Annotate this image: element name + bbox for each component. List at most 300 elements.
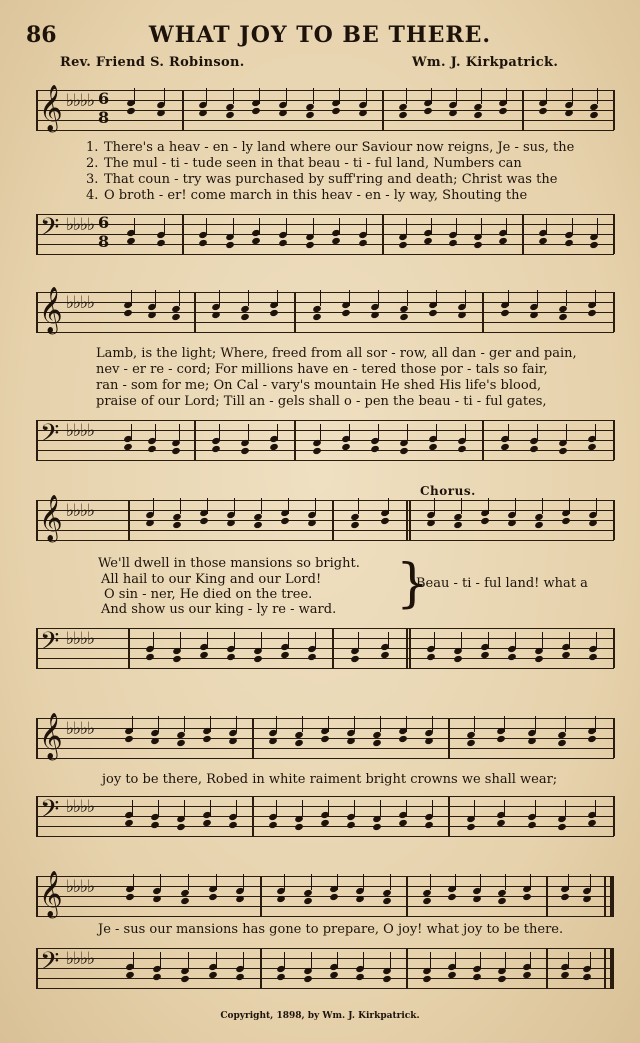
notehead <box>253 647 263 655</box>
notehead <box>372 815 382 823</box>
note-stem <box>595 716 596 732</box>
note-stem <box>188 952 189 968</box>
notehead <box>269 309 279 317</box>
note-stem <box>276 800 277 816</box>
note-stem <box>542 498 543 514</box>
notehead <box>202 735 212 743</box>
notehead <box>341 309 351 317</box>
notehead <box>235 895 245 903</box>
note-stem <box>188 874 189 890</box>
note-stem <box>380 800 381 816</box>
notehead <box>497 897 507 905</box>
notehead <box>305 241 315 249</box>
note-stem <box>465 424 466 440</box>
notehead <box>171 439 181 447</box>
treble-clef-icon: 𝄞 <box>39 287 63 333</box>
notehead <box>305 111 315 119</box>
note-stem <box>363 874 364 890</box>
note-stem <box>569 498 570 514</box>
treble-clef-icon: 𝄞 <box>39 871 63 917</box>
notehead <box>125 893 135 901</box>
note-stem <box>530 874 531 890</box>
notehead <box>382 975 392 983</box>
lyric-line: joy to be there, Robed in white raiment bright crowns we shall wear; <box>102 772 558 787</box>
notehead <box>480 517 490 525</box>
notehead <box>145 653 155 661</box>
notehead <box>225 111 235 119</box>
note-stem <box>474 800 475 816</box>
notehead <box>346 821 356 829</box>
notehead <box>180 967 190 975</box>
bass-staff <box>36 948 614 988</box>
notehead <box>278 239 288 247</box>
note-stem <box>219 424 220 440</box>
key-signature: ♭♭♭♭ <box>66 501 95 521</box>
notehead <box>228 737 238 745</box>
note-stem <box>210 716 211 732</box>
note-stem <box>207 632 208 648</box>
note-stem <box>504 716 505 732</box>
notehead <box>331 107 341 115</box>
note-stem <box>388 632 389 648</box>
note-stem <box>597 218 598 234</box>
notehead <box>473 233 483 241</box>
note-stem <box>243 952 244 968</box>
note-stem <box>505 952 506 968</box>
chorus-lyric: Beau - ti - ful land! what a <box>416 576 588 591</box>
note-stem <box>277 290 278 306</box>
key-signature: ♭♭♭♭ <box>66 797 95 817</box>
notehead <box>176 739 186 747</box>
lyric-line: nev - er re - cord; For millions have en - tered those por - tals so fair, <box>96 362 548 377</box>
note-stem <box>530 952 531 968</box>
note-stem <box>480 952 481 968</box>
treble-clef-icon: 𝄞 <box>39 85 63 131</box>
note-stem <box>320 290 321 306</box>
note-stem <box>366 88 367 104</box>
key-signature: ♭♭♭♭ <box>66 719 95 739</box>
lyric-line: That coun - try was purchased by suff'ring and death; Christ was the <box>104 172 558 187</box>
note-stem <box>276 716 277 732</box>
note-stem <box>596 632 597 648</box>
note-stem <box>481 218 482 234</box>
note-stem <box>248 290 249 306</box>
notehead <box>253 655 263 663</box>
notehead <box>171 447 181 455</box>
notehead <box>398 241 408 249</box>
notehead <box>561 517 571 525</box>
note-stem <box>328 800 329 816</box>
bass-staff <box>36 420 614 460</box>
note-stem <box>506 218 507 234</box>
note-stem <box>207 498 208 514</box>
note-stem <box>164 218 165 234</box>
notehead <box>276 973 286 981</box>
notehead <box>422 897 432 905</box>
note-stem <box>132 800 133 816</box>
note-stem <box>184 800 185 816</box>
note-stem <box>474 716 475 732</box>
lyric-line: The mul - ti - tude seen in that beau - ti - ful land, Numbers can <box>104 156 522 171</box>
note-stem <box>261 498 262 514</box>
notehead <box>240 447 250 455</box>
chorus-label: Chorus. <box>420 484 476 498</box>
note-stem <box>406 716 407 732</box>
notehead <box>382 897 392 905</box>
note-stem <box>302 716 303 732</box>
notehead <box>198 239 208 247</box>
notehead <box>303 975 313 983</box>
notehead <box>172 647 182 655</box>
note-stem <box>434 632 435 648</box>
note-stem <box>390 874 391 890</box>
notehead <box>557 815 567 823</box>
note-stem <box>595 290 596 306</box>
notehead <box>370 445 380 453</box>
key-signature: ♭♭♭♭ <box>66 629 95 649</box>
note-stem <box>349 424 350 440</box>
notehead <box>558 313 568 321</box>
notehead <box>523 893 533 901</box>
note-stem <box>596 498 597 514</box>
notehead <box>499 107 509 115</box>
notehead <box>558 447 568 455</box>
notehead <box>176 823 186 831</box>
note-stem <box>288 498 289 514</box>
notehead <box>176 815 186 823</box>
note-stem <box>134 88 135 104</box>
note-stem <box>180 632 181 648</box>
notehead <box>448 109 458 117</box>
notehead <box>308 653 318 661</box>
notehead <box>150 821 160 829</box>
notehead <box>235 973 245 981</box>
notehead <box>399 313 409 321</box>
note-stem <box>219 290 220 306</box>
note-stem <box>565 800 566 816</box>
notehead <box>466 823 476 831</box>
notehead <box>123 309 133 317</box>
note-stem <box>206 88 207 104</box>
notehead <box>225 241 235 249</box>
note-stem <box>378 424 379 440</box>
notehead <box>423 107 433 115</box>
notehead <box>589 653 599 661</box>
note-stem <box>179 290 180 306</box>
note-stem <box>569 632 570 648</box>
note-stem <box>380 716 381 732</box>
treble-clef-icon: 𝄞 <box>39 495 63 541</box>
notehead <box>156 109 166 117</box>
note-stem <box>506 88 507 104</box>
note-stem <box>407 290 408 306</box>
notehead <box>382 967 392 975</box>
note-stem <box>488 498 489 514</box>
notehead <box>527 821 537 829</box>
bass-clef-icon: 𝄢 <box>40 213 60 248</box>
note-stem <box>233 218 234 234</box>
treble-staff <box>36 871 614 917</box>
note-stem <box>311 874 312 890</box>
note-stem <box>328 716 329 732</box>
note-stem <box>568 952 569 968</box>
note-stem <box>236 800 237 816</box>
note-stem <box>432 716 433 732</box>
time-signature: 6 8 <box>98 213 110 251</box>
note-stem <box>434 498 435 514</box>
notehead <box>582 895 592 903</box>
note-stem <box>535 716 536 732</box>
notehead <box>358 109 368 117</box>
note-stem <box>407 424 408 440</box>
note-stem <box>337 952 338 968</box>
note-stem <box>406 218 407 234</box>
notehead <box>398 111 408 119</box>
note-stem <box>508 290 509 306</box>
note-stem <box>590 952 591 968</box>
bass-clef-icon: 𝄢 <box>40 947 60 982</box>
notehead <box>589 233 599 241</box>
notehead <box>156 239 166 247</box>
notehead <box>253 521 263 529</box>
notehead <box>507 519 517 527</box>
note-stem <box>133 874 134 890</box>
notehead <box>372 739 382 747</box>
note-stem <box>546 218 547 234</box>
note-stem <box>461 498 462 514</box>
key-signature: ♭♭♭♭ <box>66 91 95 111</box>
note-stem <box>236 716 237 732</box>
bass-staff <box>36 796 614 836</box>
notehead <box>312 313 322 321</box>
notehead <box>426 653 436 661</box>
lyric-line: Je - sus our mansions has gone to prepare, O joy! what joy to be there. <box>98 922 564 937</box>
note-stem <box>153 632 154 648</box>
notehead <box>312 447 322 455</box>
key-signature: ♭♭♭♭ <box>66 215 95 235</box>
verse-number: 2. <box>86 156 99 171</box>
notehead <box>346 737 356 745</box>
notehead <box>372 823 382 831</box>
notehead <box>226 519 236 527</box>
note-stem <box>184 716 185 732</box>
notehead <box>294 823 304 831</box>
time-signature: 6 8 <box>98 89 110 127</box>
note-stem <box>302 800 303 816</box>
bass-staff <box>36 214 614 254</box>
notehead <box>564 239 574 247</box>
notehead <box>147 311 157 319</box>
notehead <box>226 653 236 661</box>
note-stem <box>455 952 456 968</box>
notehead <box>303 897 313 905</box>
notehead <box>497 967 507 975</box>
note-stem <box>504 800 505 816</box>
notehead <box>268 737 278 745</box>
notehead <box>589 111 599 119</box>
notehead <box>358 239 368 247</box>
key-signature: ♭♭♭♭ <box>66 877 95 897</box>
notehead <box>172 655 182 663</box>
note-stem <box>155 290 156 306</box>
note-stem <box>537 290 538 306</box>
note-stem <box>566 290 567 306</box>
note-stem <box>311 952 312 968</box>
note-stem <box>233 88 234 104</box>
verse-number: 1. <box>86 140 99 155</box>
note-stem <box>358 632 359 648</box>
composer-credit: Wm. J. Kirkpatrick. <box>412 55 559 70</box>
note-stem <box>508 424 509 440</box>
notehead <box>398 735 408 743</box>
treble-staff <box>36 495 614 541</box>
notehead <box>587 735 597 743</box>
note-stem <box>366 218 367 234</box>
lyricist-credit: Rev. Friend S. Robinson. <box>60 55 245 70</box>
note-stem <box>481 88 482 104</box>
notehead <box>560 893 570 901</box>
note-stem <box>216 874 217 890</box>
note-stem <box>234 498 235 514</box>
note-stem <box>320 424 321 440</box>
note-stem <box>210 800 211 816</box>
notehead <box>557 823 567 831</box>
lyric-line: We'll dwell in those mansions so bright. <box>98 556 360 571</box>
note-stem <box>542 632 543 648</box>
note-stem <box>277 424 278 440</box>
note-stem <box>354 800 355 816</box>
notehead <box>428 309 438 317</box>
note-stem <box>406 800 407 816</box>
notehead <box>507 653 517 661</box>
note-stem <box>243 874 244 890</box>
notehead <box>424 737 434 745</box>
note-stem <box>358 498 359 514</box>
note-stem <box>590 874 591 890</box>
note-stem <box>431 88 432 104</box>
note-stem <box>568 874 569 890</box>
note-stem <box>261 632 262 648</box>
bass-clef-icon: 𝄢 <box>40 795 60 830</box>
notehead <box>529 311 539 319</box>
notehead <box>350 521 360 529</box>
lyric-line: All hail to our King and our Lord! <box>101 572 322 587</box>
note-stem <box>480 874 481 890</box>
note-stem <box>390 952 391 968</box>
notehead <box>171 313 181 321</box>
note-stem <box>354 716 355 732</box>
notehead <box>497 975 507 983</box>
note-stem <box>133 952 134 968</box>
note-stem <box>337 874 338 890</box>
lyric-line: Lamb, is the light; Where, freed from all sor - row, all dan - ger and pain, <box>96 346 577 361</box>
key-signature: ♭♭♭♭ <box>66 949 95 969</box>
note-stem <box>597 88 598 104</box>
notehead <box>280 517 290 525</box>
key-signature: ♭♭♭♭ <box>66 421 95 441</box>
lyric-line: There's a heav - en - ly land where our Saviour now reigns, Je - sus, the <box>104 140 575 155</box>
verse-number: 4. <box>86 188 99 203</box>
note-stem <box>515 632 516 648</box>
notehead <box>497 735 507 743</box>
bass-staff <box>36 628 614 668</box>
lyric-line: O sin - ner, He died on the tree. <box>104 587 313 602</box>
notehead <box>150 737 160 745</box>
note-stem <box>131 290 132 306</box>
note-stem <box>535 800 536 816</box>
key-signature: ♭♭♭♭ <box>66 293 95 313</box>
note-stem <box>160 874 161 890</box>
note-stem <box>259 218 260 234</box>
notehead <box>147 445 157 453</box>
notehead <box>472 895 482 903</box>
notehead <box>589 241 599 249</box>
note-stem <box>132 716 133 732</box>
notehead <box>294 739 304 747</box>
note-stem <box>158 716 159 732</box>
verse-brace: } <box>396 554 430 614</box>
notehead <box>538 107 548 115</box>
notehead <box>240 439 250 447</box>
notehead <box>208 893 218 901</box>
notehead <box>534 521 544 529</box>
note-stem <box>363 952 364 968</box>
note-stem <box>248 424 249 440</box>
notehead <box>172 521 182 529</box>
note-stem <box>537 424 538 440</box>
note-stem <box>565 716 566 732</box>
notehead <box>534 647 544 655</box>
copyright-notice: Copyright, 1898, by Wm. J. Kirkpatrick. <box>220 1011 420 1021</box>
treble-staff <box>36 713 614 759</box>
lyric-line: O broth - er! come march in this heav - en - ly way, Shouting the <box>104 188 528 203</box>
notehead <box>453 647 463 655</box>
note-stem <box>572 218 573 234</box>
note-stem <box>388 498 389 514</box>
notehead <box>350 647 360 655</box>
note-stem <box>349 290 350 306</box>
page-number: 86 <box>26 22 57 48</box>
note-stem <box>461 632 462 648</box>
note-stem <box>436 290 437 306</box>
note-stem <box>455 874 456 890</box>
note-stem <box>505 874 506 890</box>
note-stem <box>406 88 407 104</box>
notehead <box>126 107 136 115</box>
notehead <box>278 109 288 117</box>
note-stem <box>488 632 489 648</box>
notehead <box>466 739 476 747</box>
note-stem <box>339 88 340 104</box>
note-stem <box>284 874 285 890</box>
notehead <box>588 309 598 317</box>
song-title: WHAT JOY TO BE THERE. <box>148 22 492 48</box>
notehead <box>399 447 409 455</box>
note-stem <box>158 800 159 816</box>
notehead <box>558 439 568 447</box>
notehead <box>424 821 434 829</box>
note-stem <box>153 498 154 514</box>
note-stem <box>234 632 235 648</box>
note-stem <box>572 88 573 104</box>
note-stem <box>288 632 289 648</box>
notehead <box>320 735 330 743</box>
notehead <box>500 309 510 317</box>
note-stem <box>131 424 132 440</box>
notehead <box>582 973 592 981</box>
lyric-line: praise of our Lord; Till an - gels shall o - pen the beau - ti - ful gates, <box>96 394 547 409</box>
note-stem <box>160 952 161 968</box>
